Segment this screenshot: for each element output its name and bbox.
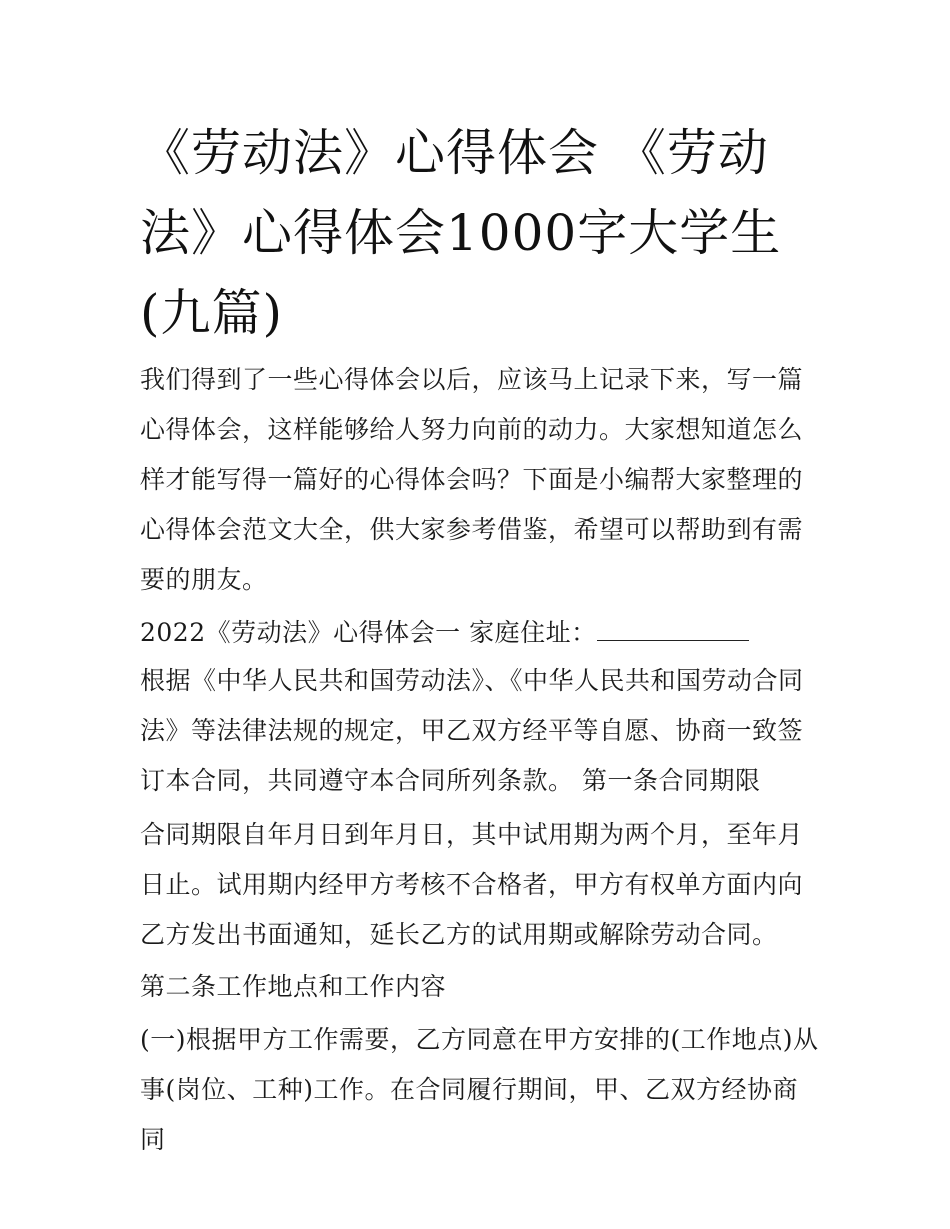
- clause2-body: (一)根据甲方工作需要，乙方同意在甲方安排的(工作地点)从事(岗位、工种)工作。在合同履行期间，甲、乙双方经协商同: [140, 1025, 819, 1154]
- section-heading: [140, 608, 820, 658]
- clause2-title: 第二条工作地点和工作内容: [140, 972, 447, 1001]
- section-heading-text: 2022《劳动法》心得体会一 家庭住址：: [140, 618, 597, 647]
- intro-paragraph: 我们得到了一些心得体会以后，应该马上记录下来，写一篇心得体会，这样能够给人努力向前的动力。大家想知道怎么样才能写得一篇好的心得体会吗？下面是小编帮大家整理的心得体会范文大全，供大家参考借鉴，希望可以帮助到有需要的朋友。: [140, 365, 804, 594]
- contract-paragraph: 根据《中华人民共和国劳动法》、《中华人民共和国劳动合同法》等法律法规的规定，甲乙双方经平等自愿、协商一致签订本合同，共同遵守本合同所列条款。 第一条合同期限: [140, 666, 804, 795]
- clause1-body: 合同期限自年月日到年月日，其中试用期为两个月，至年月日止。试用期内经甲方考核不合格者，甲方有权单方面内向乙方发出书面通知，延长乙方的试用期或解除劳动合同。: [140, 820, 804, 949]
- document-title: 《劳动法》心得体会 《劳动法》心得体会1000字大学生(九篇): [140, 124, 782, 342]
- address-blank-line: [597, 618, 749, 641]
